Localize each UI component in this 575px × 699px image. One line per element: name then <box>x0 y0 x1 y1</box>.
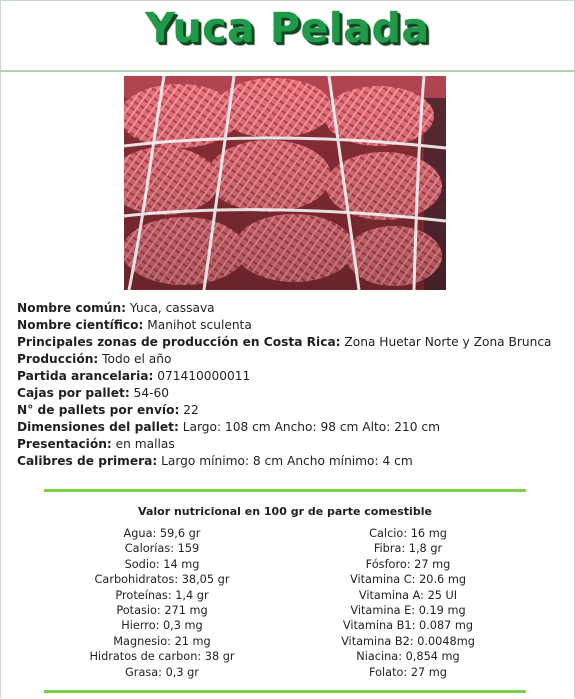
nutrition-item: Magnesio: 21 mg <box>113 634 211 648</box>
nutrition-item: Folato: 27 mg <box>369 665 447 679</box>
product-photo <box>124 76 446 290</box>
product-specs <box>17 300 567 470</box>
nutrition-item: Niacina: 0,854 mg <box>356 650 460 664</box>
spec-value: en mallas <box>111 437 175 451</box>
spec-value: 54-60 <box>129 386 169 400</box>
nutrition-item: Fósforo: 27 mg <box>365 557 451 571</box>
nutrition-bottom-rule <box>44 690 526 693</box>
spec-label: Producción: <box>17 352 99 366</box>
nutrition-item: Agua: 59,6 gr <box>123 527 201 540</box>
spec-row <box>17 453 567 470</box>
nutrition-top-rule <box>44 489 526 492</box>
spec-value: Largo: 108 cm Ancho: 98 cm Alto: 210 cm <box>178 420 440 434</box>
spec-value: Yuca, cassava <box>126 301 215 315</box>
spec-label: Dimensiones del pallet: <box>17 420 179 434</box>
nutrition-item: Fibra: 1,8 gr <box>373 542 443 556</box>
spec-row <box>17 436 567 453</box>
spec-value: Manihot sculenta <box>143 318 252 332</box>
spec-label: Nombre común: <box>17 301 127 315</box>
spec-label: N° de pallets por envío: <box>17 403 180 417</box>
nutrition-item: Calorías: 159 <box>124 542 200 556</box>
spec-row <box>17 368 567 385</box>
nutrition-left-column <box>62 526 262 680</box>
spec-value: 22 <box>179 403 199 417</box>
spec-row <box>17 300 567 317</box>
spec-row <box>17 351 567 368</box>
spec-row <box>17 402 567 419</box>
nutrition-item: Carbohidratos: 38,05 gr <box>94 573 230 587</box>
spec-value: Largo mínimo: 8 cm Ancho mínimo: 4 cm <box>157 454 413 468</box>
spec-label: Nombre científico: <box>17 318 144 332</box>
nutrition-item: Sodio: 14 mg <box>124 557 200 571</box>
spec-value: 071410000011 <box>153 369 251 383</box>
nutrition-item: Grasa: 0,3 gr <box>125 665 199 679</box>
nutrition-title: Valor nutricional en 100 gr de parte comestible <box>138 505 432 518</box>
page-title: Yuca Pelada <box>145 4 430 52</box>
spec-row <box>17 317 567 334</box>
spec-value: Zona Huetar Norte y Zona Brunca <box>340 335 552 349</box>
nutrition-right-column <box>308 526 508 680</box>
title-divider <box>0 70 575 72</box>
nutrition-item: Hierro: 0,3 mg <box>121 619 203 633</box>
nutrition-item: Potasio: 271 mg <box>116 604 208 618</box>
nutrition-item: Vitamina A: 25 UI <box>358 588 458 602</box>
spec-row <box>17 385 567 402</box>
nutrition-item: Proteínas: 1,4 gr <box>115 588 209 602</box>
spec-label: Calibres de primera: <box>17 454 158 468</box>
spec-label: Principales zonas de producción en Costa Rica: <box>17 335 341 349</box>
nutrition-item: Hidratos de carbon: 38 gr <box>89 650 235 664</box>
spec-label: Cajas por pallet: <box>17 386 130 400</box>
spec-label: Presentación: <box>17 437 112 451</box>
nutrition-item: Vitamina B1: 0.087 mg <box>342 619 474 633</box>
nutrition-item: Vitamina E: 0.19 mg <box>350 604 466 618</box>
spec-value: Todo el año <box>98 352 172 366</box>
nutrition-item: Calcio: 16 mg <box>369 527 447 540</box>
spec-row <box>17 419 567 436</box>
spec-label: Partida arancelaria: <box>17 369 154 383</box>
nutrition-item: Vitamina B2: 0.0048mg <box>341 634 475 648</box>
spec-row <box>17 334 567 351</box>
nutrition-item: Vitamina C: 20.6 mg <box>350 573 466 587</box>
